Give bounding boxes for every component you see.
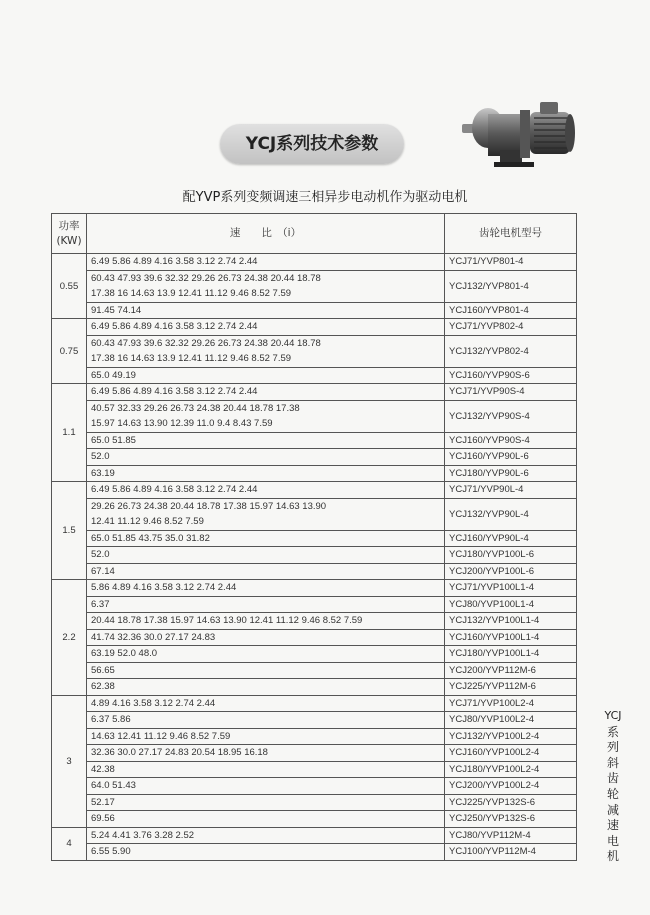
ratio-line: 5.86 4.89 4.16 3.58 3.12 2.74 2.44 (91, 582, 237, 594)
table-row (52, 662, 577, 679)
table-row (52, 778, 577, 795)
ratio-line: 5.24 4.41 3.76 3.28 2.52 (91, 829, 195, 841)
table-row (52, 596, 577, 613)
model-cell: YCJ71/YVP100L1-4 (445, 580, 577, 597)
ratio-cell (87, 270, 445, 302)
table-row (52, 563, 577, 580)
table-row (52, 745, 577, 762)
model-cell: YCJ71/YVP90S-4 (445, 384, 577, 401)
model-cell: YCJ180/YVP90L-6 (445, 465, 577, 482)
ratio-line: 40.57 32.33 29.26 26.73 24.38 20.44 18.78 17.38 (91, 402, 300, 414)
ratio-cell (87, 465, 445, 482)
ratio-line: 42.38 (91, 763, 115, 775)
model-cell: YCJ71/YVP801-4 (445, 254, 577, 271)
ratio-line: 60.43 47.93 39.6 32.32 29.26 26.73 24.38 20.44 18.78 (91, 337, 321, 349)
model-cell: YCJ71/YVP802-4 (445, 319, 577, 336)
model-header: 齿轮电机型号 (445, 214, 577, 254)
ratio-cell (87, 613, 445, 630)
ratio-line: 63.19 (91, 467, 115, 479)
power-cell: 4 (52, 827, 87, 860)
model-cell: YCJ80/YVP100L1-4 (445, 596, 577, 613)
model-cell: YCJ132/YVP801-4 (445, 270, 577, 302)
table-row (52, 367, 577, 384)
ratio-cell (87, 335, 445, 367)
ratio-line: 52.17 (91, 796, 115, 808)
ratio-line: 52.0 (91, 451, 110, 463)
ratio-cell (87, 498, 445, 530)
power-header (52, 214, 87, 254)
ratio-line: 17.38 16 14.63 13.9 12.41 11.12 9.46 8.52 7.59 (91, 288, 292, 299)
model-cell: YCJ200/YVP100L-6 (445, 563, 577, 580)
ratio-line: 6.37 5.86 (91, 714, 131, 726)
gear-motor-image (460, 88, 578, 170)
power-header-line1: 功率 (58, 219, 80, 232)
ratio-line: 6.49 5.86 4.89 4.16 3.58 3.12 2.74 2.44 (91, 484, 258, 496)
ratio-line: 20.44 18.78 17.38 15.97 14.63 13.90 12.41 11.12 9.46 8.52 7.59 (91, 615, 363, 627)
table-row (52, 432, 577, 449)
ratio-cell (87, 449, 445, 466)
ratio-line: 67.14 (91, 565, 115, 577)
table-row (52, 449, 577, 466)
table-row (52, 302, 577, 319)
ratio-line: 32.36 30.0 27.17 24.83 20.54 18.95 16.18 (91, 747, 268, 759)
model-cell: YCJ132/YVP90L-4 (445, 498, 577, 530)
model-cell: YCJ132/YVP100L1-4 (445, 613, 577, 630)
ratio-cell (87, 530, 445, 547)
ratio-cell (87, 778, 445, 795)
ratio-cell (87, 811, 445, 828)
ratio-cell (87, 629, 445, 646)
ratio-cell (87, 482, 445, 499)
ratio-line: 65.0 49.19 (91, 369, 136, 381)
ratio-line: 12.41 11.12 9.46 8.52 7.59 (91, 516, 204, 527)
ratio-cell (87, 728, 445, 745)
table-row (52, 547, 577, 564)
table-row (52, 761, 577, 778)
table-row (52, 254, 577, 271)
ratio-cell (87, 679, 445, 696)
model-cell: YCJ160/YVP100L1-4 (445, 629, 577, 646)
ratio-cell (87, 745, 445, 762)
power-cell: 2.2 (52, 580, 87, 696)
ratio-cell (87, 596, 445, 613)
ratio-cell (87, 695, 445, 712)
model-cell: YCJ160/YVP90S-4 (445, 432, 577, 449)
table-header-row (52, 214, 577, 254)
ratio-line: 14.63 12.41 11.12 9.46 8.52 7.59 (91, 730, 231, 742)
ratio-cell (87, 367, 445, 384)
ratio-line: 52.0 (91, 549, 110, 561)
power-cell: 0.55 (52, 254, 87, 319)
ratio-cell (87, 302, 445, 319)
ratio-line: 65.0 51.85 (91, 434, 136, 446)
model-cell: YCJ80/YVP100L2-4 (445, 712, 577, 729)
model-cell: YCJ200/YVP100L2-4 (445, 778, 577, 795)
spec-table (51, 213, 577, 861)
ratio-cell (87, 712, 445, 729)
ratio-line: 6.37 (91, 598, 110, 610)
table-row (52, 613, 577, 630)
model-cell: YCJ100/YVP112M-4 (445, 844, 577, 861)
table-row (52, 629, 577, 646)
table-body (52, 254, 577, 861)
model-cell: YCJ80/YVP112M-4 (445, 827, 577, 844)
model-cell: YCJ225/YVP132S-6 (445, 794, 577, 811)
side-label-cjk: 系列斜齿轮减速电机 (606, 724, 619, 864)
model-cell: YCJ160/YVP100L2-4 (445, 745, 577, 762)
ratio-cell (87, 794, 445, 811)
ratio-line: 29.26 26.73 24.38 20.44 18.78 17.38 15.97 14.63 13.90 (91, 500, 327, 512)
model-cell: YCJ180/YVP100L1-4 (445, 646, 577, 663)
table-row (52, 646, 577, 663)
ratio-cell (87, 662, 445, 679)
model-cell: YCJ225/YVP112M-6 (445, 679, 577, 696)
ratio-cell (87, 400, 445, 432)
model-cell: YCJ180/YVP100L-6 (445, 547, 577, 564)
model-cell: YCJ200/YVP112M-6 (445, 662, 577, 679)
ratio-line: 65.0 51.85 43.75 35.0 31.82 (91, 532, 210, 544)
table-row (52, 695, 577, 712)
ratio-line: 64.0 51.43 (91, 780, 136, 792)
table-row (52, 827, 577, 844)
table-subtitle: 配YVP系列变频调速三相异步电动机作为驱动电机 (182, 190, 468, 205)
ratio-line: 17.38 16 14.63 13.9 12.41 11.12 9.46 8.52 7.59 (91, 353, 292, 364)
model-cell: YCJ160/YVP90L-6 (445, 449, 577, 466)
power-cell: 0.75 (52, 319, 87, 384)
model-cell: YCJ160/YVP90S-6 (445, 367, 577, 384)
model-cell: YCJ71/YVP90L-4 (445, 482, 577, 499)
ratio-cell (87, 827, 445, 844)
table-row (52, 482, 577, 499)
model-cell: YCJ132/YVP90S-4 (445, 400, 577, 432)
ratio-line: 91.45 74.14 (91, 304, 142, 316)
side-series-label (600, 708, 626, 865)
page-title: YCJ系列技术参数 (220, 124, 404, 164)
ratio-line: 41.74 32.36 30.0 27.17 24.83 (91, 631, 216, 643)
ratio-cell (87, 547, 445, 564)
table-row (52, 465, 577, 482)
table-row (52, 811, 577, 828)
ratio-line: 60.43 47.93 39.6 32.32 29.26 26.73 24.38 20.44 18.78 (91, 272, 321, 284)
ratio-line: 6.49 5.86 4.89 4.16 3.58 3.12 2.74 2.44 (91, 256, 258, 268)
model-cell: YCJ180/YVP100L2-4 (445, 761, 577, 778)
model-cell: YCJ160/YVP801-4 (445, 302, 577, 319)
ratio-cell (87, 761, 445, 778)
ratio-line: 62.38 (91, 681, 115, 693)
ratio-line: 6.55 5.90 (91, 846, 131, 858)
model-cell: YCJ132/YVP802-4 (445, 335, 577, 367)
power-cell: 1.5 (52, 482, 87, 580)
table-row (52, 530, 577, 547)
power-cell: 3 (52, 695, 87, 827)
ratio-cell (87, 580, 445, 597)
table-row (52, 794, 577, 811)
ratio-line: 69.56 (91, 813, 115, 825)
table-row (52, 384, 577, 401)
table-row (52, 728, 577, 745)
ratio-line: 6.49 5.86 4.89 4.16 3.58 3.12 2.74 2.44 (91, 386, 258, 398)
ratio-cell (87, 254, 445, 271)
ratio-line: 56.65 (91, 664, 115, 676)
table-row (52, 319, 577, 336)
ratio-line: 63.19 52.0 48.0 (91, 648, 158, 660)
table-row (52, 580, 577, 597)
power-header-line2: (KW) (56, 234, 82, 247)
ratio-cell (87, 563, 445, 580)
ratio-header: 速 比 （i） (87, 214, 445, 254)
side-label-latin: YCJ (604, 709, 622, 722)
model-cell: YCJ160/YVP90L-4 (445, 530, 577, 547)
ratio-cell (87, 319, 445, 336)
ratio-cell (87, 646, 445, 663)
ratio-cell (87, 432, 445, 449)
ratio-cell (87, 844, 445, 861)
ratio-line: 4.89 4.16 3.58 3.12 2.74 2.44 (91, 697, 216, 709)
table-row (52, 679, 577, 696)
model-cell: YCJ132/YVP100L2-4 (445, 728, 577, 745)
model-cell: YCJ71/YVP100L2-4 (445, 695, 577, 712)
model-cell: YCJ250/YVP132S-6 (445, 811, 577, 828)
power-cell: 1.1 (52, 384, 87, 482)
ratio-cell (87, 384, 445, 401)
table-row (52, 844, 577, 861)
ratio-line: 6.49 5.86 4.89 4.16 3.58 3.12 2.74 2.44 (91, 321, 258, 333)
table-row (52, 712, 577, 729)
ratio-line: 15.97 14.63 13.90 12.39 11.0 9.4 8.43 7.59 (91, 418, 273, 429)
